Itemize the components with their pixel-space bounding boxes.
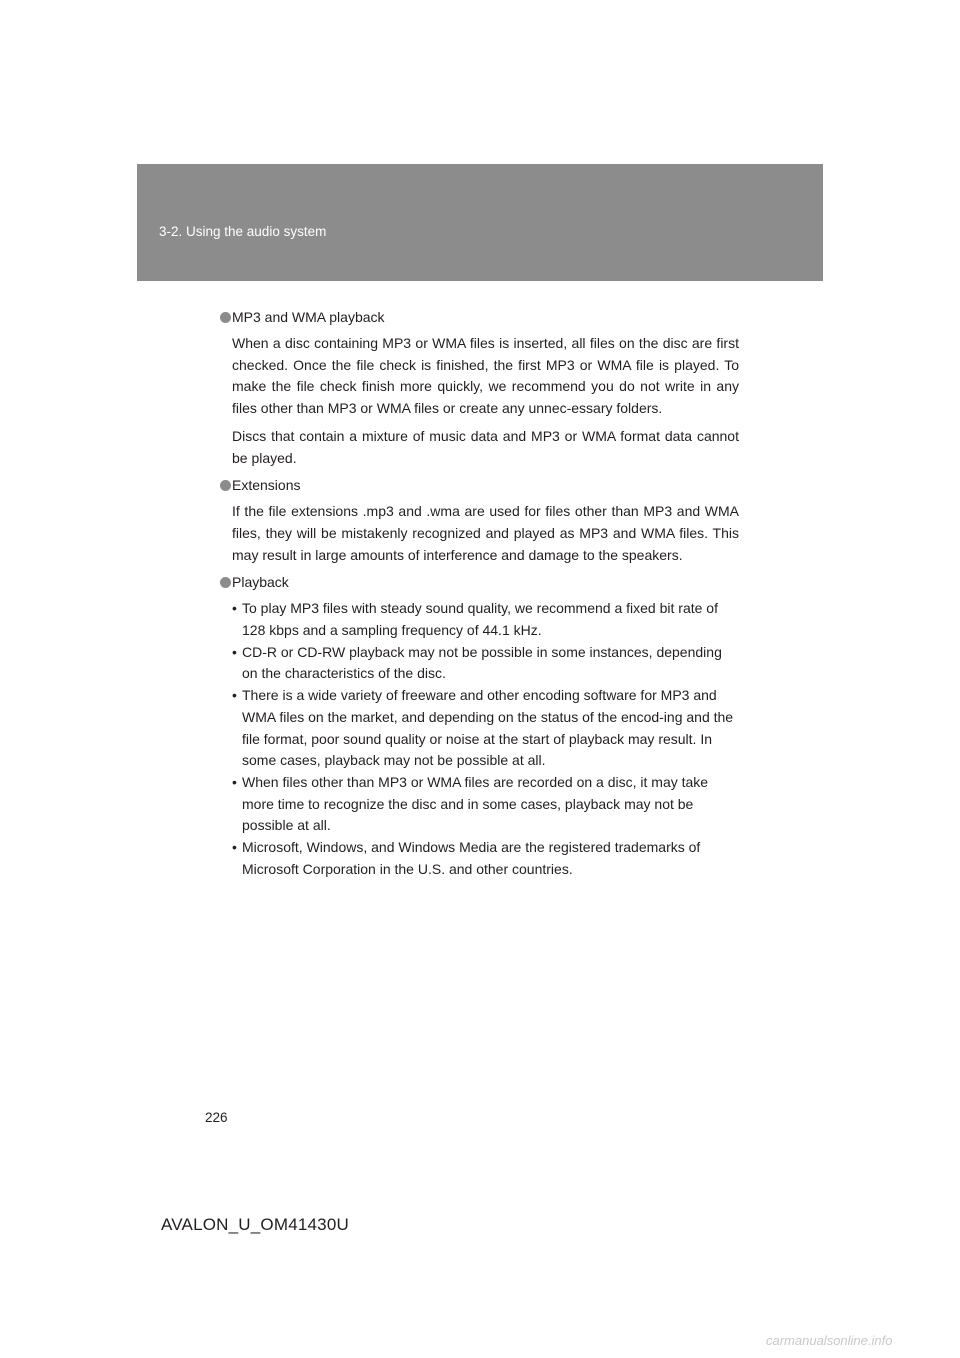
list-item [232,685,739,772]
list-item [232,642,739,685]
section-header-band [137,164,823,281]
bullet-circle-icon [220,312,231,323]
playback-notes-list [232,598,739,880]
document-code: AVALON_U_OM41430U [161,1215,349,1234]
list-item [232,837,739,880]
list-item [232,598,739,641]
section-heading-text: MP3 and WMA playback [232,309,385,325]
list-bullet-icon: • [232,643,237,660]
list-item-text: When files other than MP3 or WMA files are recorded on a disc, it may take more time to recognize the disc and in some cases, playback may not be possible at all. [242,773,709,834]
list-item-text: Microsoft, Windows, and Windows Media are the registered trademarks of Microsoft Corporation in the U.S. and other countries. [242,839,701,877]
list-bullet-icon: • [232,773,237,790]
section-extensions [219,475,739,566]
page-number: 226 [205,1110,228,1125]
body-paragraph: Discs that contain a mixture of music data and MP3 or WMA format data cannot be played. [232,427,739,466]
watermark: carmanualsonline.info [766,1333,893,1348]
section-heading [219,475,739,496]
list-bullet-icon: • [232,687,237,704]
list-item-text: There is a wide variety of freeware and other encoding software for MP3 and WMA files on the market, and depending on the status of the encod-ing and the file format, poor sound quality or noise at the start of playback may result. In some cases, playback may not be possible at all. [242,687,734,769]
section-heading-text: Playback [232,574,289,591]
section-mp3-wma-playback [219,307,739,469]
section-title: 3-2. Using the audio system [159,224,327,239]
section-heading [219,307,739,328]
list-bullet-icon: • [232,839,237,856]
page-content [219,307,739,880]
section-playback [219,572,739,880]
section-heading-text: Extensions [232,477,301,494]
bullet-circle-icon [220,480,231,491]
list-bullet-icon: • [232,600,237,617]
list-item-text: To play MP3 files with steady sound quality, we recommend a fixed bit rate of 128 kbps and a sampling frequency of 44.1 kHz. [242,600,718,639]
bullet-circle-icon [220,577,231,588]
list-item-text: CD-R or CD-RW playback may not be possible in some instances, depending on the characteristics of the disc. [242,643,722,682]
body-paragraph: If the file extensions .mp3 and .wma are used for files other than MP3 and WMA files, they will be mistakenly recognized and played as MP3 and WMA files. This may result in large amounts of interference and damage to the speakers. [232,503,739,563]
section-heading [219,572,739,593]
body-paragraph: When a disc containing MP3 or WMA files is inserted, all files on the disc are first checked. Once the file check is finished, the first MP3 or WMA file is played. To make the file check finish more quickly, we recommend you do not write in any files other than MP3 or WMA files or create any unnec-essary folders. [232,335,739,417]
list-item [232,772,739,837]
